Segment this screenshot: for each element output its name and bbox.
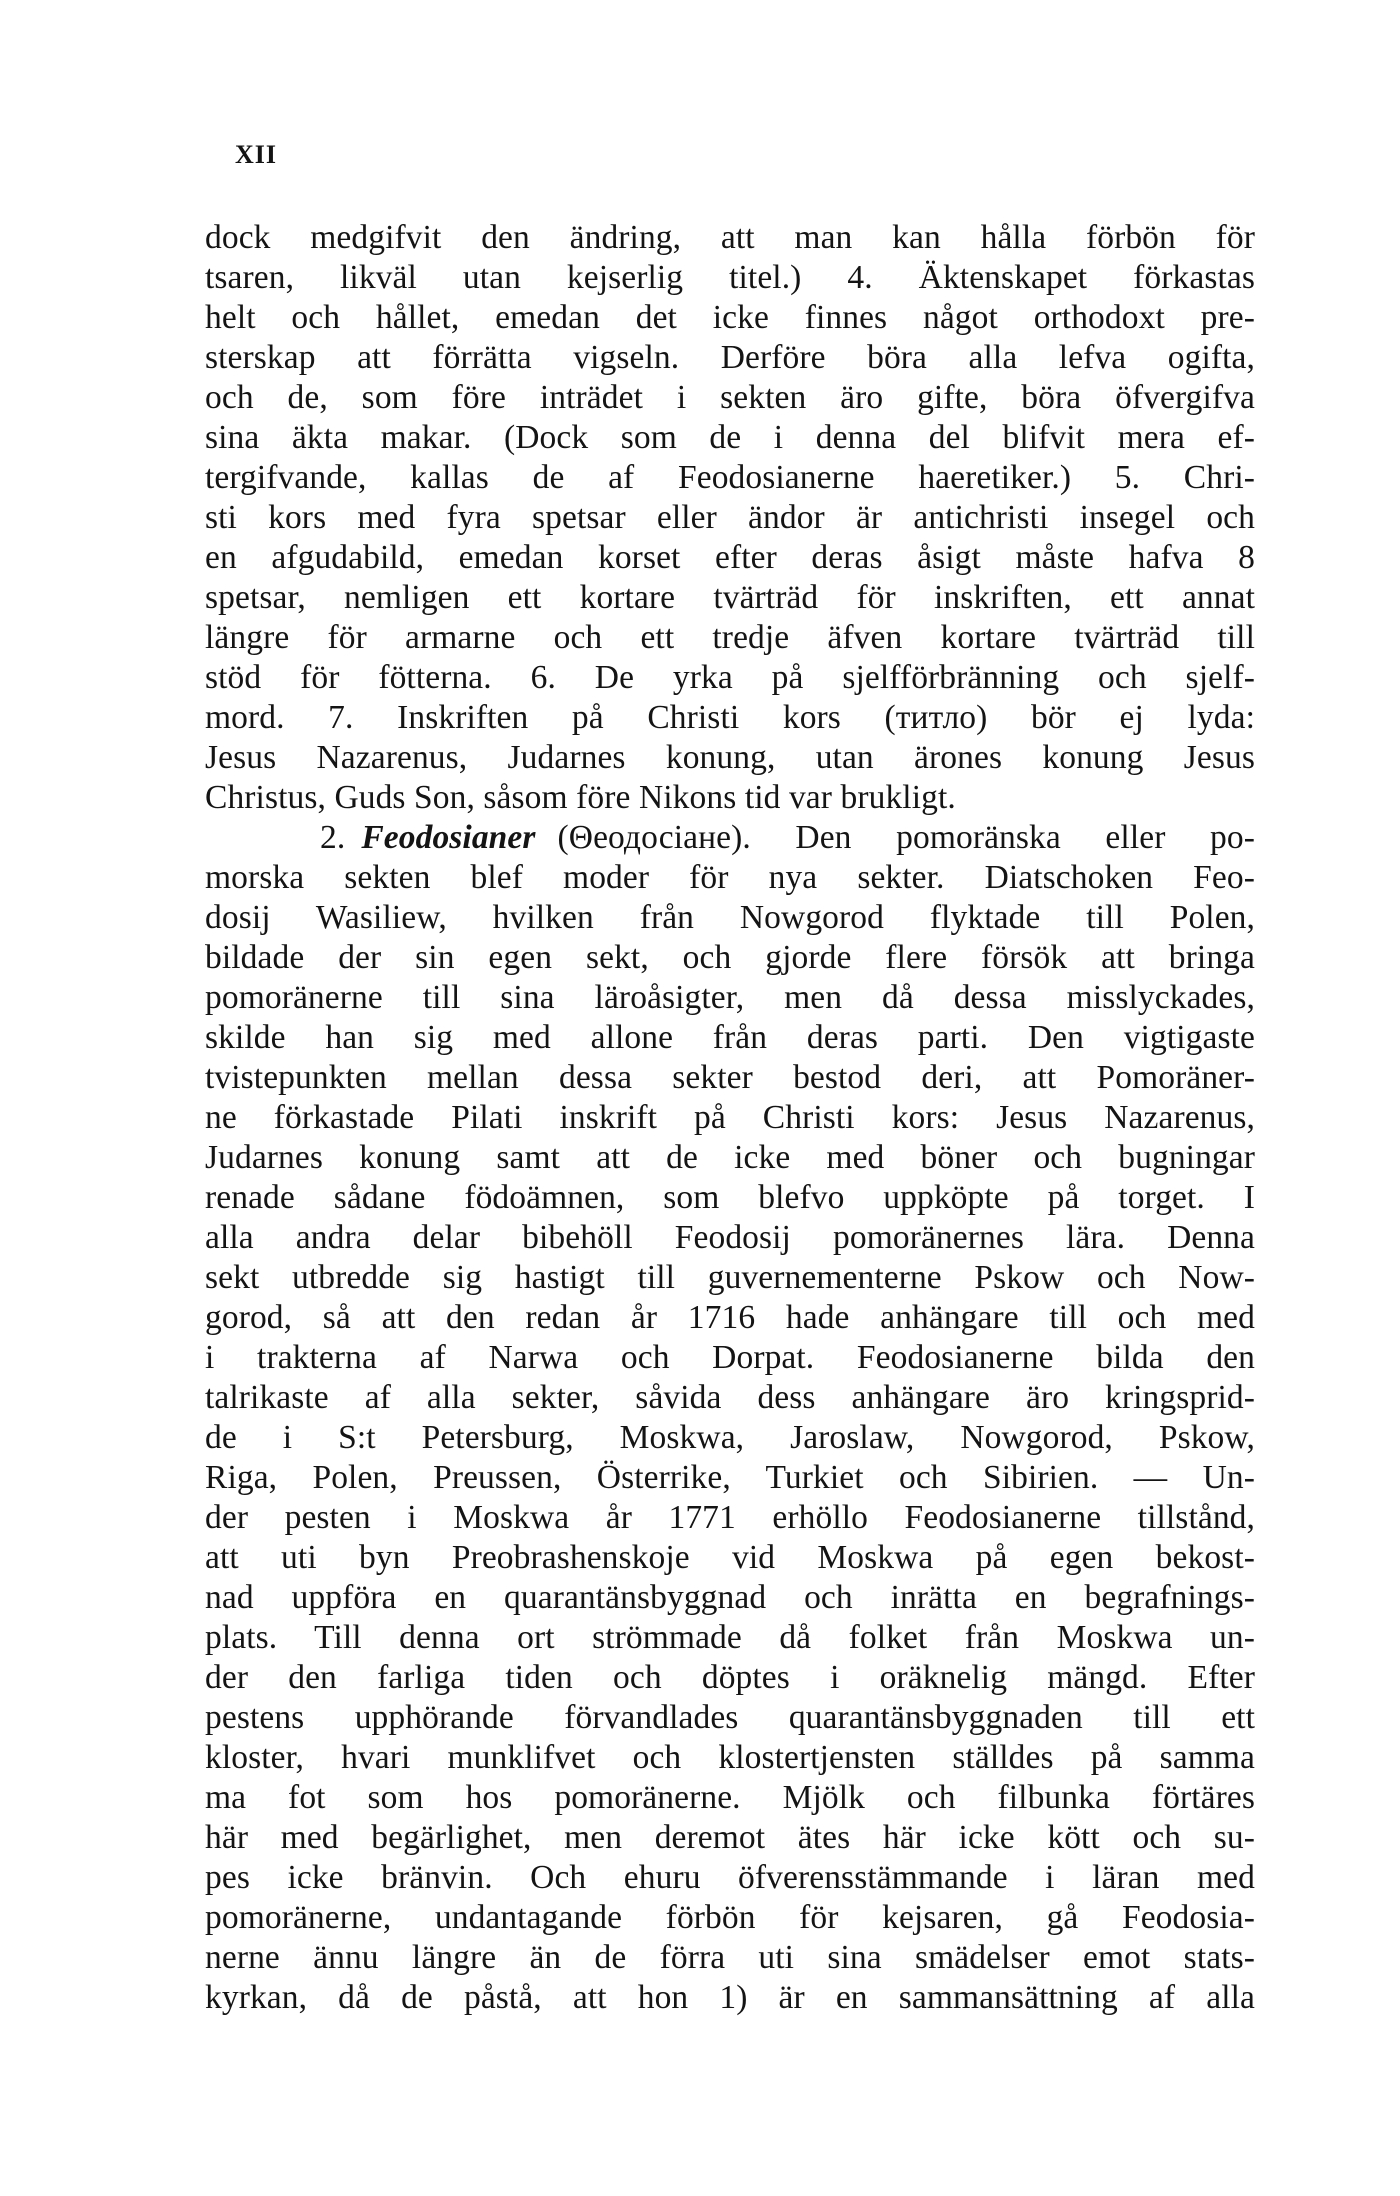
text-line: alla andra delar bibehöll Feodosij pomoränernes lära. Denna <box>205 1219 1255 1256</box>
text-line: pes icke bränvin. Och ehuru öfverensstämmande i läran med <box>205 1859 1255 1896</box>
text-line: ma fot som hos pomoränerne. Mjölk och filbunka förtäres <box>205 1779 1255 1816</box>
text-line: dock medgifvit den ändring, att man kan hålla förbön för <box>205 219 1255 256</box>
text-line: och de, som före inträdet i sekten äro gifte, böra öfvergifva <box>205 379 1255 416</box>
text-line: gorod, så att den redan år 1716 hade anhängare till och med <box>205 1299 1255 1336</box>
section-heading-line <box>205 818 1255 858</box>
text-line: tvistepunkten mellan dessa sekter bestod deri, att Pomoräner- <box>205 1059 1255 1096</box>
text-line: renade sådane födoämnen, som blefvo uppköpte på torget. I <box>205 1179 1255 1216</box>
body-text <box>205 218 1255 2018</box>
text-line: pomoränerne, undantagande förbön för kejsaren, gå Feodosia- <box>205 1899 1255 1936</box>
text-line: mord. 7. Inskriften på Christi kors (титло) bör ej lyda: <box>205 699 1255 736</box>
section-number: 2. <box>320 819 346 856</box>
text-line: plats. Till denna ort strömmade då folket från Moskwa un- <box>205 1619 1255 1656</box>
text-line: tergifvande, kallas de af Feodosianerne haeretiker.) 5. Chri- <box>205 459 1255 496</box>
text-line: ne förkastade Pilati inskrift på Christi kors: Jesus Nazarenus, <box>205 1099 1255 1136</box>
text-line: Jesus Nazarenus, Judarnes konung, utan ärones konung Jesus <box>205 739 1255 776</box>
text-line: Judarnes konung samt att de icke med böner och bugningar <box>205 1139 1255 1176</box>
text-line: kyrkan, då de påstå, att hon 1) är en sammansättning af alla <box>205 1979 1255 2016</box>
text-line: skilde han sig med allone från deras parti. Den vigtigaste <box>205 1019 1255 1056</box>
text-line: sina äkta makar. (Dock som de i denna del blifvit mera ef- <box>205 419 1255 456</box>
text-line: kloster, hvari munklifvet och klostertjensten ställdes på samma <box>205 1739 1255 1776</box>
text-line: längre för armarne och ett tredje äfven kortare tvärträd till <box>205 619 1255 656</box>
text-line: i trakterna af Narwa och Dorpat. Feodosianerne bilda den <box>205 1339 1255 1376</box>
text-line: der den farliga tiden och döptes i oräknelig mängd. Efter <box>205 1659 1255 1696</box>
text-line: dosij Wasiliew, hvilken från Nowgorod flyktade till Polen, <box>205 899 1255 936</box>
section-heading-rest: (Θеодосiане). Den pomoränska eller po- <box>557 819 1255 856</box>
text-line: stöd för fötterna. 6. De yrka på sjelfförbränning och sjelf- <box>205 659 1255 696</box>
text-line: der pesten i Moskwa år 1771 erhöllo Feodosianerne tillstånd, <box>205 1499 1255 1536</box>
section-term: Feodosianer <box>361 819 536 856</box>
text-line: Christus, Guds Son, såsom före Nikons tid var brukligt. <box>205 779 956 816</box>
text-line: bildade der sin egen sekt, och gjorde flere försök att bringa <box>205 939 1255 976</box>
page-number: XII <box>235 140 278 169</box>
text-line: att uti byn Preobrashenskoje vid Moskwa på egen bekost- <box>205 1539 1255 1576</box>
text-line: nad uppföra en quarantänsbyggnad och inrätta en begrafnings- <box>205 1579 1255 1616</box>
text-line: nerne ännu längre än de förra uti sina smädelser emot stats- <box>205 1939 1255 1976</box>
text-line: Riga, Polen, Preussen, Österrike, Turkiet och Sibirien. — Un- <box>205 1459 1255 1496</box>
text-line: helt och hållet, emedan det icke finnes något orthodoxt pre- <box>205 299 1255 336</box>
text-line: morska sekten blef moder för nya sekter. Diatschoken Feo- <box>205 859 1255 896</box>
text-line: tsaren, likväl utan kejserlig titel.) 4. Äktenskapet förkastas <box>205 259 1255 296</box>
text-line: här med begärlighet, men deremot ätes här icke kött och su- <box>205 1819 1255 1856</box>
text-line: sekt utbredde sig hastigt till guvernementerne Pskow och Now- <box>205 1259 1255 1296</box>
text-line: sterskap att förrätta vigseln. Derföre böra alla lefva ogifta, <box>205 339 1255 376</box>
text-line: sti kors med fyra spetsar eller ändor är antichristi insegel och <box>205 499 1255 536</box>
text-line: talrikaste af alla sekter, såvida dess anhängare äro kringsprid- <box>205 1379 1255 1416</box>
text-line: pomoränerne till sina läroåsigter, men då dessa misslyckades, <box>205 979 1255 1016</box>
text-line: spetsar, nemligen ett kortare tvärträd för inskriften, ett annat <box>205 579 1255 616</box>
text-line: de i S:t Petersburg, Moskwa, Jaroslaw, Nowgorod, Pskow, <box>205 1419 1255 1456</box>
text-line: en afgudabild, emedan korset efter deras åsigt måste hafva 8 <box>205 539 1255 576</box>
text-line: pestens upphörande förvandlades quarantänsbyggnaden till ett <box>205 1699 1255 1736</box>
